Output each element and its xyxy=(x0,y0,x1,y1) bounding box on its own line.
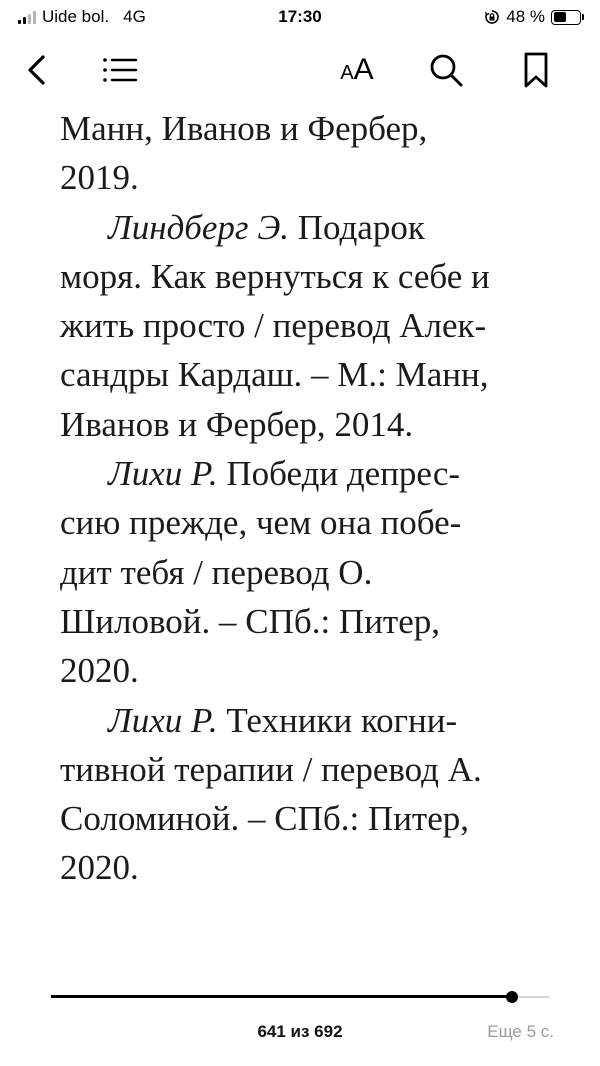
entry-author: Лихи Р. xyxy=(108,454,218,494)
progress-handle[interactable] xyxy=(506,991,518,1003)
network-type: 4G xyxy=(123,7,146,26)
list-icon xyxy=(102,55,138,85)
entry-author: Линдберг Э. xyxy=(108,207,289,247)
reader-toolbar xyxy=(0,40,600,96)
entry-title: Техники когни- xyxy=(217,700,458,740)
battery-icon xyxy=(551,10,584,25)
text-line xyxy=(60,449,550,498)
text-line: Шиловой. – СПб.: Питер, xyxy=(60,601,441,641)
back-button[interactable] xyxy=(14,48,58,92)
battery-percentage: 48 % xyxy=(506,7,545,26)
text-paragraph-continued xyxy=(60,104,550,203)
text-line xyxy=(60,203,550,252)
entry-author: Лихи Р. xyxy=(108,700,218,740)
status-time: 17:30 xyxy=(278,7,322,26)
text-line: тивной терапии / перевод А. xyxy=(60,749,482,789)
text-line: 2020. xyxy=(60,651,139,691)
carrier-name: Uide bol. xyxy=(42,7,110,26)
reading-progress-slider[interactable] xyxy=(51,992,549,1002)
status-right xyxy=(484,7,584,27)
text-line: 2020. xyxy=(60,848,139,888)
text-line: Иванов и Фербер, 2014. xyxy=(60,404,414,444)
table-of-contents-button[interactable] xyxy=(98,48,142,92)
text-line: жить просто / перевод Алек- xyxy=(60,306,487,346)
status-bar xyxy=(0,0,600,36)
font-size-icon xyxy=(340,53,373,87)
orientation-lock-icon xyxy=(484,9,500,25)
search-button[interactable] xyxy=(424,48,468,92)
text-line: сандры Кардаш. – М.: Манн, xyxy=(60,355,489,395)
font-settings-button[interactable] xyxy=(332,48,382,92)
text-line: Соломиной. – СПб.: Питер, xyxy=(60,799,470,839)
entry-title: Подарок xyxy=(288,207,425,247)
bibliography-entry xyxy=(60,696,550,893)
text-line: Манн, Иванов и Фербер, xyxy=(60,109,428,148)
bookmark-button[interactable] xyxy=(514,48,558,92)
page-count: 641 из 692 xyxy=(257,1022,343,1041)
search-icon xyxy=(428,52,464,88)
text-line: моря. Как вернуться к себе и xyxy=(60,256,490,296)
entry-title: Победи депрес- xyxy=(217,454,461,494)
text-line: 2019. xyxy=(60,158,139,198)
text-line: сию прежде, чем она побе- xyxy=(60,503,462,543)
font-size-small-label: A xyxy=(340,62,354,84)
bibliography-entry xyxy=(60,449,550,695)
bookmark-icon xyxy=(523,51,549,89)
progress-fill xyxy=(51,995,512,998)
book-page-text xyxy=(60,104,550,893)
text-line: дит тебя / перевод О. xyxy=(60,552,373,592)
text-line xyxy=(60,696,550,745)
pages-remaining: Еще 5 с. xyxy=(487,1022,554,1041)
chevron-left-icon xyxy=(25,54,47,86)
bibliography-entry xyxy=(60,203,550,449)
font-size-large-label: A xyxy=(353,53,374,86)
